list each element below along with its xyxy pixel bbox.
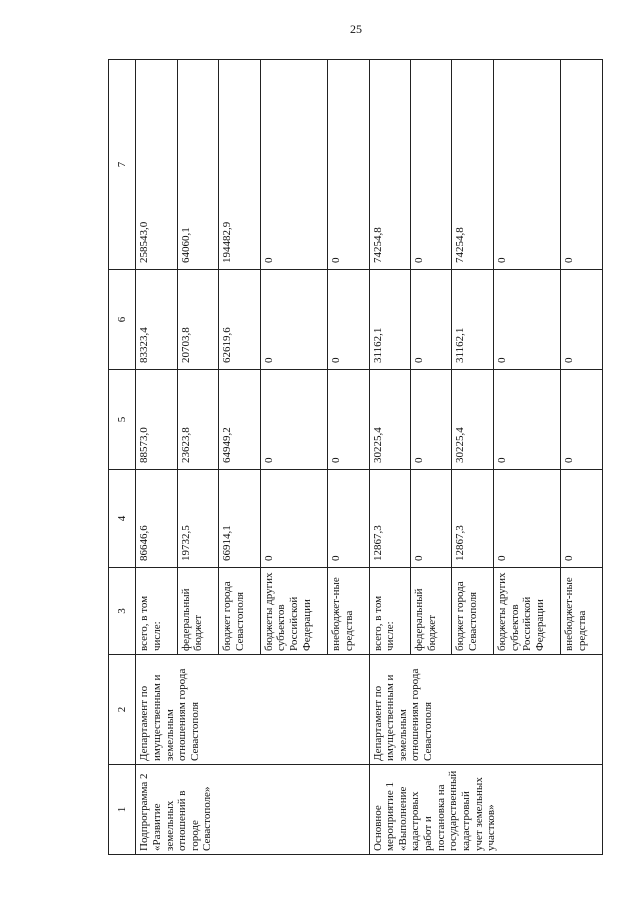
rotated-table	[108, 60, 603, 855]
value-cell: 0	[411, 270, 452, 370]
funding-source-cell: всего, в том числе:	[136, 568, 177, 655]
funding-source-cell: внебюджет-ные средства	[561, 568, 603, 655]
value-cell: 31162,1	[369, 270, 410, 370]
table-row	[369, 60, 410, 855]
value-cell: 12867,3	[369, 470, 410, 568]
funding-source-cell: бюджет города Севастополя	[452, 568, 493, 655]
value-cell: 0	[328, 370, 369, 470]
value-cell: 30225,4	[452, 370, 493, 470]
funding-source-cell: всего, в том числе:	[369, 568, 410, 655]
funding-source-cell: внебюджет-ные средства	[328, 568, 369, 655]
value-cell: 0	[493, 370, 561, 470]
value-cell: 0	[561, 60, 603, 270]
value-cell: 83323,4	[136, 270, 177, 370]
value-cell: 0	[493, 270, 561, 370]
funding-source-cell: бюджеты других субъектов Российской Федерации	[260, 568, 328, 655]
value-cell: 0	[493, 60, 561, 270]
header-row	[109, 60, 136, 855]
header-cell-6: 6	[109, 270, 136, 370]
value-cell: 19732,5	[177, 470, 218, 568]
responsible-cell: Департамент по имущественным и земельным отношениям города Севастополя	[369, 655, 602, 765]
value-cell: 31162,1	[452, 270, 493, 370]
program-name-cell: Подпрограмма 2 «Развитие земельных отношений в городе Севастополе»	[136, 765, 369, 855]
funding-source-cell: бюджеты других субъектов Российской Федерации	[493, 568, 561, 655]
budget-table	[108, 59, 603, 855]
value-cell: 86646,6	[136, 470, 177, 568]
value-cell: 23623,8	[177, 370, 218, 470]
header-cell-7: 7	[109, 60, 136, 270]
value-cell: 194482,9	[219, 60, 260, 270]
value-cell: 0	[411, 60, 452, 270]
header-cell-4: 4	[109, 470, 136, 568]
value-cell: 64949,2	[219, 370, 260, 470]
value-cell: 0	[328, 270, 369, 370]
value-cell: 30225,4	[369, 370, 410, 470]
value-cell: 0	[260, 370, 328, 470]
header-cell-1: 1	[109, 765, 136, 855]
value-cell: 88573,0	[136, 370, 177, 470]
funding-source-cell: бюджет города Севастополя	[219, 568, 260, 655]
value-cell: 0	[561, 270, 603, 370]
program-name-cell: Основное мероприятие 1 «Выполнение кадастровых работ и постановка на государственный кадастровый учет земельных участков»	[369, 765, 602, 855]
value-cell: 0	[493, 470, 561, 568]
value-cell: 258543,0	[136, 60, 177, 270]
responsible-cell: Департамент по имущественным и земельным отношениям города Севастополя	[136, 655, 369, 765]
value-cell: 0	[328, 470, 369, 568]
value-cell: 20703,8	[177, 270, 218, 370]
value-cell: 0	[561, 370, 603, 470]
value-cell: 66914,1	[219, 470, 260, 568]
value-cell: 0	[260, 470, 328, 568]
value-cell: 12867,3	[452, 470, 493, 568]
value-cell: 0	[260, 60, 328, 270]
table-row	[136, 60, 177, 855]
budget-table-wrapper	[108, 60, 603, 855]
page-number: 25	[350, 22, 362, 36]
value-cell: 0	[411, 470, 452, 568]
header-cell-3: 3	[109, 568, 136, 655]
value-cell: 0	[260, 270, 328, 370]
value-cell: 0	[561, 470, 603, 568]
header-cell-5: 5	[109, 370, 136, 470]
value-cell: 62619,6	[219, 270, 260, 370]
funding-source-cell: федеральный бюджет	[411, 568, 452, 655]
value-cell: 0	[328, 60, 369, 270]
header-cell-2: 2	[109, 655, 136, 765]
value-cell: 64060,1	[177, 60, 218, 270]
value-cell: 74254,8	[452, 60, 493, 270]
value-cell: 74254,8	[369, 60, 410, 270]
funding-source-cell: федеральный бюджет	[177, 568, 218, 655]
value-cell: 0	[411, 370, 452, 470]
